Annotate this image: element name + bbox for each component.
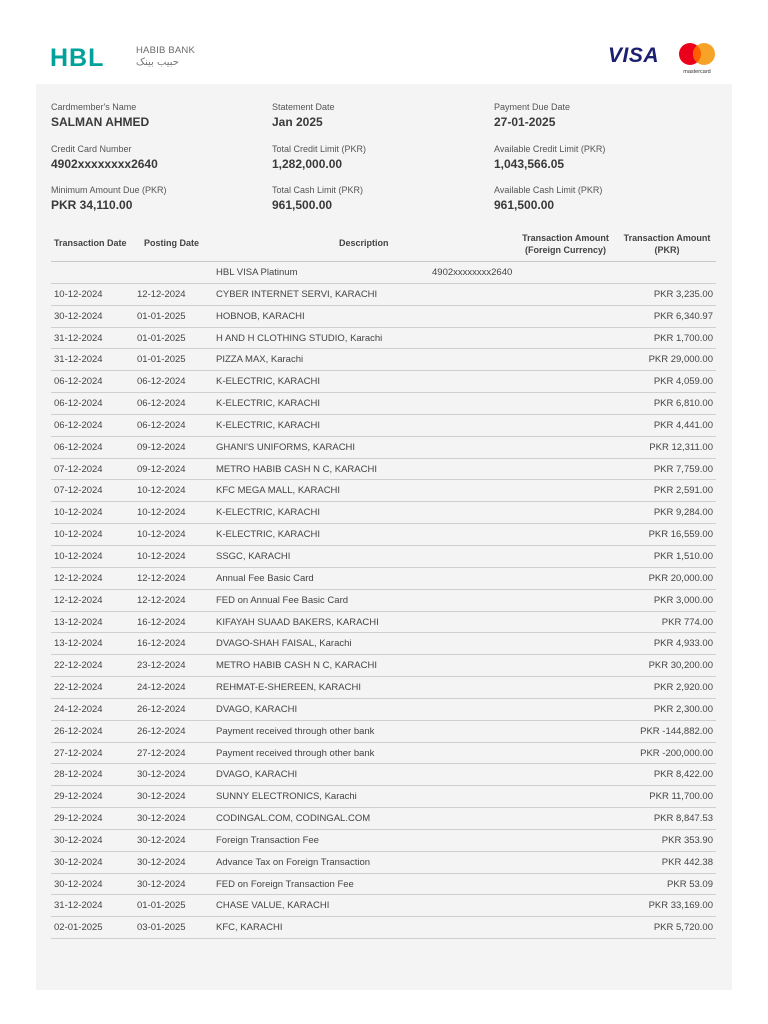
table-row bbox=[51, 437, 716, 459]
cell-description: SUNNY ELECTRONICS, Karachi bbox=[216, 791, 357, 803]
table-row bbox=[51, 328, 716, 350]
cell-transaction-date: 10-12-2024 bbox=[54, 507, 103, 519]
cell-description: Advance Tax on Foreign Transaction bbox=[216, 856, 371, 868]
min-due-value: PKR 34,110.00 bbox=[51, 198, 133, 212]
cell-transaction-date: 10-12-2024 bbox=[54, 550, 103, 562]
table-row bbox=[51, 502, 716, 524]
cell-description: K-ELECTRIC, KARACHI bbox=[216, 398, 320, 410]
cell-transaction-date: 24-12-2024 bbox=[54, 703, 103, 715]
cell-description: Payment received through other bank bbox=[216, 725, 375, 737]
table-header bbox=[51, 229, 716, 262]
cell-posting-date: 01-01-2025 bbox=[137, 354, 186, 366]
table-row bbox=[51, 808, 716, 830]
header-amount-pkr bbox=[618, 232, 716, 256]
cell-amount-pkr: PKR 2,591.00 bbox=[653, 485, 713, 497]
cell-description: FED on Annual Fee Basic Card bbox=[216, 594, 349, 606]
cell-amount-pkr: PKR 4,933.00 bbox=[653, 638, 713, 650]
cell-posting-date: 01-01-2025 bbox=[137, 310, 186, 322]
cell-transaction-date: 30-12-2024 bbox=[54, 878, 103, 890]
cell-description: SSGC, KARACHI bbox=[216, 550, 291, 562]
mastercard-logo bbox=[676, 41, 718, 75]
available-credit-value: 1,043,566.05 bbox=[494, 157, 565, 171]
cell-amount-pkr: PKR 8,847.53 bbox=[653, 813, 713, 825]
cell-amount-pkr: PKR 5,720.00 bbox=[653, 922, 713, 934]
cell-amount-pkr: PKR 29,000.00 bbox=[648, 354, 713, 366]
cell-amount-pkr: PKR 4,441.00 bbox=[653, 419, 713, 431]
available-credit-label: Available Credit Limit (PKR) bbox=[494, 144, 606, 154]
cell-posting-date: 27-12-2024 bbox=[137, 747, 186, 759]
table-row bbox=[51, 524, 716, 546]
cell-amount-pkr: PKR -144,882.00 bbox=[640, 725, 713, 737]
total-credit-value: 1,282,000.00 bbox=[272, 157, 343, 171]
cell-description: REHMAT-E-SHEREEN, KARACHI bbox=[216, 682, 361, 694]
table-row bbox=[51, 415, 716, 437]
cell-posting-date: 30-12-2024 bbox=[137, 878, 186, 890]
available-cash-value: 961,500.00 bbox=[494, 198, 555, 212]
bank-name-en: HABIB BANK bbox=[136, 45, 196, 56]
table-row bbox=[51, 633, 716, 655]
cell-amount-pkr: PKR 353.90 bbox=[661, 834, 713, 846]
cell-transaction-date: 30-12-2024 bbox=[54, 856, 103, 868]
cardmember-block bbox=[51, 102, 149, 129]
available-credit-block bbox=[494, 144, 605, 171]
cell-posting-date: 06-12-2024 bbox=[137, 419, 186, 431]
table-row bbox=[51, 917, 716, 939]
table-row bbox=[51, 546, 716, 568]
cell-amount-pkr: PKR 774.00 bbox=[661, 616, 713, 628]
table-row bbox=[51, 699, 716, 721]
transaction-rows bbox=[51, 284, 716, 939]
cell-transaction-date: 22-12-2024 bbox=[54, 660, 103, 672]
total-credit-block bbox=[272, 144, 366, 171]
min-due-block bbox=[51, 185, 167, 212]
cell-posting-date: 10-12-2024 bbox=[137, 485, 186, 497]
cell-transaction-date: 31-12-2024 bbox=[54, 354, 103, 366]
header-description: Description bbox=[339, 238, 389, 248]
cell-amount-pkr: PKR 4,059.00 bbox=[653, 376, 713, 388]
cell-description: GHANI'S UNIFORMS, KARACHI bbox=[216, 441, 356, 453]
table-row bbox=[51, 393, 716, 415]
cell-amount-pkr: PKR -200,000.00 bbox=[640, 747, 713, 759]
cell-posting-date: 06-12-2024 bbox=[137, 376, 186, 388]
cell-amount-pkr: PKR 3,000.00 bbox=[653, 594, 713, 606]
cell-posting-date: 03-01-2025 bbox=[137, 922, 186, 934]
cell-transaction-date: 27-12-2024 bbox=[54, 747, 103, 759]
cell-amount-pkr: PKR 12,311.00 bbox=[649, 441, 713, 453]
header-amount-pkr-line2: (PKR) bbox=[654, 245, 680, 255]
header-transaction-date: Transaction Date bbox=[54, 238, 127, 248]
cell-posting-date: 30-12-2024 bbox=[137, 856, 186, 868]
card-number-value: 4902xxxxxxxx2640 bbox=[51, 157, 158, 171]
cell-amount-pkr: PKR 9,284.00 bbox=[653, 507, 713, 519]
cell-posting-date: 12-12-2024 bbox=[137, 594, 186, 606]
cell-posting-date: 09-12-2024 bbox=[137, 463, 186, 475]
cell-posting-date: 30-12-2024 bbox=[137, 834, 186, 846]
table-row bbox=[51, 480, 716, 502]
min-due-label: Minimum Amount Due (PKR) bbox=[51, 185, 167, 195]
cell-posting-date: 12-12-2024 bbox=[137, 288, 186, 300]
cell-amount-pkr: PKR 11,700.00 bbox=[649, 791, 713, 803]
cell-amount-pkr: PKR 3,235.00 bbox=[653, 288, 713, 300]
cell-description: Annual Fee Basic Card bbox=[216, 572, 314, 584]
table-row bbox=[51, 655, 716, 677]
total-credit-label: Total Credit Limit (PKR) bbox=[272, 144, 367, 154]
card-row-description: HBL VISA Platinum bbox=[216, 267, 298, 278]
statement-date-value: Jan 2025 bbox=[272, 115, 323, 129]
statement-date-label: Statement Date bbox=[272, 102, 335, 112]
cell-transaction-date: 12-12-2024 bbox=[54, 594, 103, 606]
transactions-table bbox=[51, 229, 716, 939]
cell-amount-pkr: PKR 7,759.00 bbox=[653, 463, 713, 475]
cardmember-label: Cardmember's Name bbox=[51, 102, 137, 112]
cell-transaction-date: 30-12-2024 bbox=[54, 310, 103, 322]
cell-transaction-date: 26-12-2024 bbox=[54, 725, 103, 737]
cell-transaction-date: 02-01-2025 bbox=[54, 922, 103, 934]
cell-transaction-date: 10-12-2024 bbox=[54, 529, 103, 541]
cell-description: CODINGAL.COM, CODINGAL.COM bbox=[216, 813, 371, 825]
table-row bbox=[51, 830, 716, 852]
cell-posting-date: 26-12-2024 bbox=[137, 725, 186, 737]
cell-transaction-date: 07-12-2024 bbox=[54, 485, 103, 497]
header-posting-date: Posting Date bbox=[144, 238, 200, 248]
cell-posting-date: 24-12-2024 bbox=[137, 682, 186, 694]
cell-description: DVAGO-SHAH FAISAL, Karachi bbox=[216, 638, 352, 650]
header-amount-foreign-line2: (Foreign Currency) bbox=[524, 245, 606, 255]
bank-name-ur: حبیب بینک bbox=[136, 57, 179, 68]
cell-description: HOBNOB, KARACHI bbox=[216, 310, 305, 322]
cell-posting-date: 10-12-2024 bbox=[137, 550, 186, 562]
payment-due-block bbox=[494, 102, 570, 129]
hbl-logo bbox=[50, 44, 120, 70]
cell-posting-date: 30-12-2024 bbox=[137, 813, 186, 825]
card-row-number: 4902xxxxxxxx2640 bbox=[432, 267, 513, 278]
available-cash-block bbox=[494, 185, 602, 212]
cell-description: DVAGO, KARACHI bbox=[216, 703, 298, 715]
total-cash-label: Total Cash Limit (PKR) bbox=[272, 185, 364, 195]
hbl-logo-text: HBL bbox=[50, 44, 105, 70]
cell-transaction-date: 22-12-2024 bbox=[54, 682, 103, 694]
table-row bbox=[51, 677, 716, 699]
cell-transaction-date: 28-12-2024 bbox=[54, 769, 103, 781]
table-row bbox=[51, 349, 716, 371]
table-row bbox=[51, 786, 716, 808]
table-row bbox=[51, 306, 716, 328]
cell-posting-date: 06-12-2024 bbox=[137, 398, 186, 410]
table-row bbox=[51, 371, 716, 393]
cell-transaction-date: 07-12-2024 bbox=[54, 463, 103, 475]
cell-description: KFC, KARACHI bbox=[216, 922, 283, 934]
total-cash-block bbox=[272, 185, 363, 212]
cell-description: KIFAYAH SUAAD BAKERS, KARACHI bbox=[216, 616, 379, 628]
cell-posting-date: 23-12-2024 bbox=[137, 660, 186, 672]
cell-transaction-date: 06-12-2024 bbox=[54, 419, 103, 431]
cardmember-value: SALMAN AHMED bbox=[51, 115, 150, 129]
header-amount-foreign-line1: Transaction Amount bbox=[522, 233, 609, 243]
cell-posting-date: 16-12-2024 bbox=[137, 638, 186, 650]
header-amount-pkr-line1: Transaction Amount bbox=[623, 233, 711, 243]
cell-posting-date: 01-01-2025 bbox=[137, 332, 186, 344]
payment-due-label: Payment Due Date bbox=[494, 102, 571, 112]
cell-description: METRO HABIB CASH N C, KARACHI bbox=[216, 660, 377, 672]
card-number-block bbox=[51, 144, 158, 171]
table-row bbox=[51, 852, 716, 874]
bank-name-block bbox=[136, 45, 206, 71]
cell-amount-pkr: PKR 442.38 bbox=[661, 856, 713, 868]
cell-description: H AND H CLOTHING STUDIO, Karachi bbox=[216, 332, 383, 344]
cell-posting-date: 30-12-2024 bbox=[137, 769, 186, 781]
cell-amount-pkr: PKR 33,169.00 bbox=[648, 900, 713, 912]
cell-description: K-ELECTRIC, KARACHI bbox=[216, 529, 320, 541]
cell-description: PIZZA MAX, Karachi bbox=[216, 354, 304, 366]
cell-amount-pkr: PKR 20,000.00 bbox=[648, 572, 713, 584]
cell-amount-pkr: PKR 2,300.00 bbox=[653, 703, 713, 715]
cell-transaction-date: 31-12-2024 bbox=[54, 332, 103, 344]
statement-date-block bbox=[272, 102, 335, 129]
cell-transaction-date: 13-12-2024 bbox=[54, 616, 103, 628]
cell-posting-date: 10-12-2024 bbox=[137, 507, 186, 519]
cell-transaction-date: 29-12-2024 bbox=[54, 813, 103, 825]
cell-amount-pkr: PKR 2,920.00 bbox=[653, 682, 713, 694]
cell-transaction-date: 31-12-2024 bbox=[54, 900, 103, 912]
cell-transaction-date: 06-12-2024 bbox=[54, 398, 103, 410]
cell-transaction-date: 06-12-2024 bbox=[54, 441, 103, 453]
cell-transaction-date: 12-12-2024 bbox=[54, 572, 103, 584]
table-row bbox=[51, 895, 716, 917]
cell-amount-pkr: PKR 1,700.00 bbox=[653, 332, 713, 344]
cell-amount-pkr: PKR 53.09 bbox=[667, 878, 713, 890]
cell-description: KFC MEGA MALL, KARACHI bbox=[216, 485, 341, 497]
cell-description: METRO HABIB CASH N C, KARACHI bbox=[216, 463, 377, 475]
cell-description: FED on Foreign Transaction Fee bbox=[216, 878, 354, 890]
card-number-label: Credit Card Number bbox=[51, 144, 132, 154]
header-amount-foreign bbox=[514, 232, 617, 256]
cell-posting-date: 30-12-2024 bbox=[137, 791, 186, 803]
total-cash-value: 961,500.00 bbox=[272, 198, 333, 212]
card-row bbox=[51, 262, 716, 284]
cell-amount-pkr: PKR 16,559.00 bbox=[648, 529, 713, 541]
cell-transaction-date: 29-12-2024 bbox=[54, 791, 103, 803]
cell-amount-pkr: PKR 6,810.00 bbox=[653, 398, 713, 410]
cell-description: DVAGO, KARACHI bbox=[216, 769, 298, 781]
table-row bbox=[51, 721, 716, 743]
available-cash-label: Available Cash Limit (PKR) bbox=[494, 185, 603, 195]
cell-description: Foreign Transaction Fee bbox=[216, 834, 319, 846]
visa-logo: VISA bbox=[608, 44, 660, 67]
cell-transaction-date: 10-12-2024 bbox=[54, 288, 103, 300]
cell-transaction-date: 13-12-2024 bbox=[54, 638, 103, 650]
cell-posting-date: 01-01-2025 bbox=[137, 900, 186, 912]
payment-due-value: 27-01-2025 bbox=[494, 115, 556, 129]
table-row bbox=[51, 764, 716, 786]
cell-posting-date: 09-12-2024 bbox=[137, 441, 186, 453]
table-row bbox=[51, 284, 716, 306]
cell-transaction-date: 06-12-2024 bbox=[54, 376, 103, 388]
cell-description: CYBER INTERNET SERVI, KARACHI bbox=[216, 288, 378, 300]
table-row bbox=[51, 612, 716, 634]
cell-description: Payment received through other bank bbox=[216, 747, 375, 759]
table-row bbox=[51, 743, 716, 765]
cell-description: CHASE VALUE, KARACHI bbox=[216, 900, 330, 912]
cell-posting-date: 16-12-2024 bbox=[137, 616, 186, 628]
cell-transaction-date: 30-12-2024 bbox=[54, 834, 103, 846]
cell-posting-date: 26-12-2024 bbox=[137, 703, 186, 715]
table-row bbox=[51, 590, 716, 612]
cell-amount-pkr: PKR 1,510.00 bbox=[653, 550, 713, 562]
cell-amount-pkr: PKR 30,200.00 bbox=[648, 660, 713, 672]
table-row bbox=[51, 459, 716, 481]
cell-amount-pkr: PKR 6,340.97 bbox=[653, 310, 713, 322]
cell-amount-pkr: PKR 8,422.00 bbox=[653, 769, 713, 781]
cell-description: K-ELECTRIC, KARACHI bbox=[216, 419, 320, 431]
cell-posting-date: 12-12-2024 bbox=[137, 572, 186, 584]
mastercard-wordmark: mastercard bbox=[683, 69, 711, 75]
table-row bbox=[51, 568, 716, 590]
cell-posting-date: 10-12-2024 bbox=[137, 529, 186, 541]
cell-description: K-ELECTRIC, KARACHI bbox=[216, 376, 320, 388]
table-row bbox=[51, 874, 716, 896]
cell-description: K-ELECTRIC, KARACHI bbox=[216, 507, 320, 519]
